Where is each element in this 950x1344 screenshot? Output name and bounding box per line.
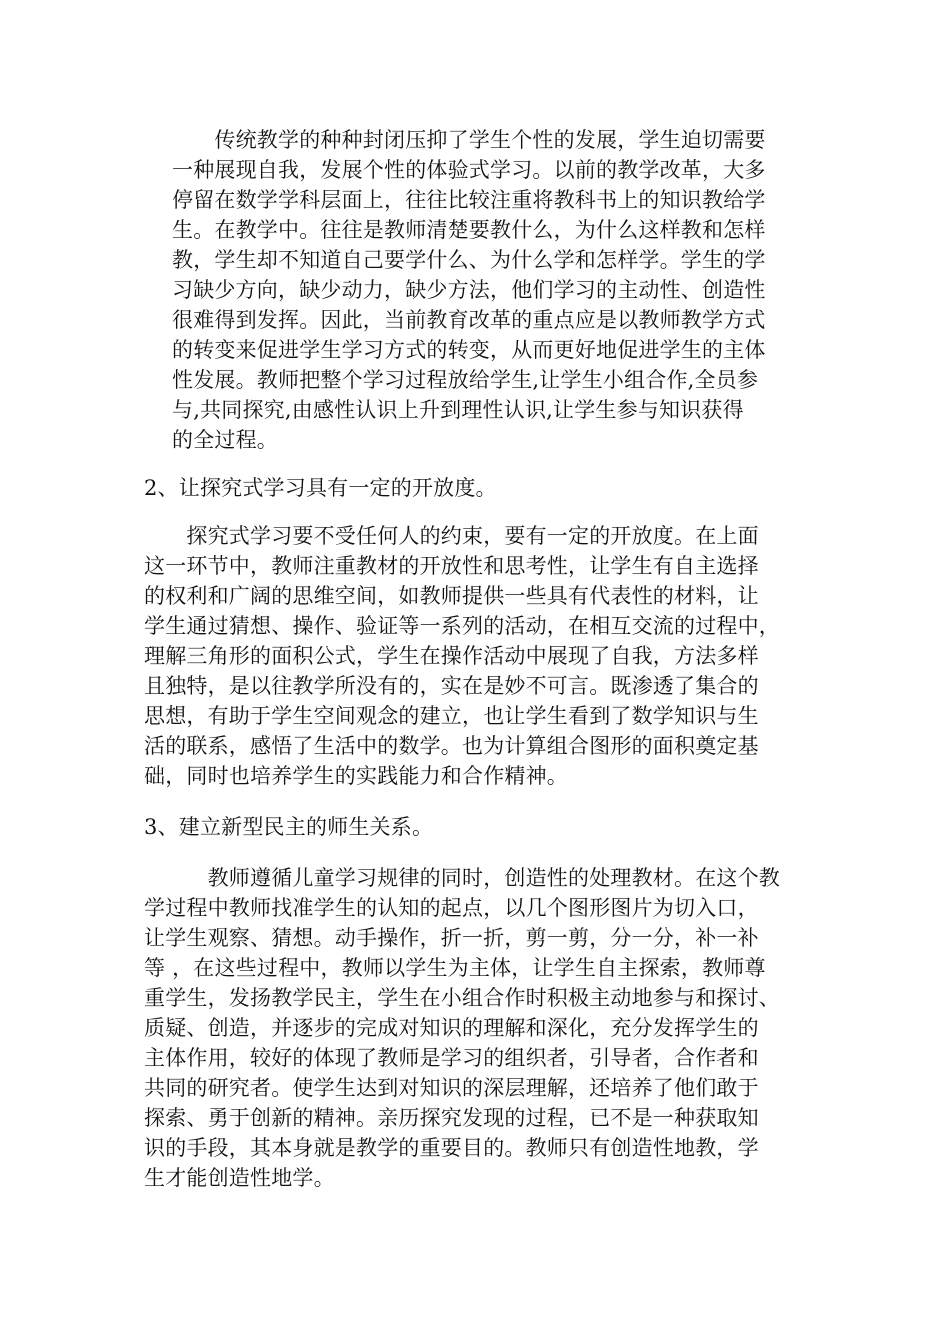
text-line: 让学生观察、猜想。动手操作，折一折，剪一剪，分一分，补一补 bbox=[144, 926, 759, 950]
text-line: 思想，有助于学生空间观念的建立，也让学生看到了数学知识与生 bbox=[144, 704, 759, 728]
section-heading-3: 3、建立新型民主的师生关系。 bbox=[144, 815, 434, 839]
text-line: 识的手段，其本身就是教学的重要目的。教师只有创造性地教，学 bbox=[144, 1136, 759, 1160]
text-line: 教师遵循儿童学习规律的同时，创造性的处理教材。在这个教 bbox=[144, 866, 780, 890]
text-line: 重学生，发扬教学民主，学生在小组合作时积极主动地参与和探讨、 bbox=[144, 986, 780, 1010]
text-line: 传统教学的种种封闭压抑了学生个性的发展，学生迫切需要 bbox=[172, 128, 766, 152]
text-line: 生才能创造性地学。 bbox=[144, 1166, 335, 1190]
text-line: 与,共同探究,由感性认识上升到理性认识,让学生参与知识获得 bbox=[172, 398, 744, 422]
text-line: 探究式学习要不受任何人的约束，要有一定的开放度。在上面 bbox=[144, 524, 759, 548]
text-line: 性发展。教师把整个学习过程放给学生,让学生小组合作,全员参 bbox=[172, 368, 759, 392]
text-line: 探索、勇于创新的精神。亲历探究发现的过程，已不是一种获取知 bbox=[144, 1106, 759, 1130]
text-line: 生。在教学中。往往是教师清楚要教什么，为什么这样教和怎样 bbox=[172, 218, 766, 242]
text-line: 理解三角形的面积公式，学生在操作活动中展现了自我，方法多样 bbox=[144, 644, 759, 668]
text-line: 停留在数学学科层面上，往往比较注重将教科书上的知识教给学 bbox=[172, 188, 766, 212]
text-line: 学过程中教师找准学生的认知的起点，以几个图形图片为切入口， bbox=[144, 896, 759, 920]
text-line: 一种展现自我，发展个性的体验式学习。以前的教学改革，大多 bbox=[172, 158, 766, 182]
text-line: 这一环节中，教师注重教材的开放性和思考性，让学生有自主选择 bbox=[144, 554, 759, 578]
text-line: 且独特，是以往教学所没有的，实在是妙不可言。既渗透了集合的 bbox=[144, 674, 759, 698]
text-line: 习缺少方向，缺少动力，缺少方法，他们学习的主动性、创造性 bbox=[172, 278, 766, 302]
text-line: 活的联系，感悟了生活中的数学。也为计算组合图形的面积奠定基 bbox=[144, 734, 759, 758]
text-line: 础，同时也培养学生的实践能力和合作精神。 bbox=[144, 764, 568, 788]
text-line: 很难得到发挥。因此，当前教育改革的重点应是以教师教学方式 bbox=[172, 308, 766, 332]
section-heading-2: 2、让探究式学习具有一定的开放度。 bbox=[144, 476, 497, 500]
text-line: 主体作用，较好的体现了教师是学习的组织者，引导者，合作者和 bbox=[144, 1046, 759, 1070]
text-line: 教，学生却不知道自己要学什么、为什么学和怎样学。学生的学 bbox=[172, 248, 766, 272]
text-line: 的全过程。 bbox=[172, 428, 278, 452]
text-line: 的权利和广阔的思维空间，如教师提供一些具有代表性的材料，让 bbox=[144, 584, 759, 608]
text-line: 的转变来促进学生学习方式的转变，从而更好地促进学生的主体 bbox=[172, 338, 766, 362]
text-line: 等 ，在这些过程中，教师以学生为主体，让学生自主探索，教师尊 bbox=[144, 956, 766, 980]
text-line: 质疑、创造，并逐步的完成对知识的理解和深化，充分发挥学生的 bbox=[144, 1016, 759, 1040]
text-line: 共同的研究者。使学生达到对知识的深层理解，还培养了他们敢于 bbox=[144, 1076, 759, 1100]
text-line: 学生通过猜想、操作、验证等一系列的活动，在相互交流的过程中， bbox=[144, 614, 780, 638]
